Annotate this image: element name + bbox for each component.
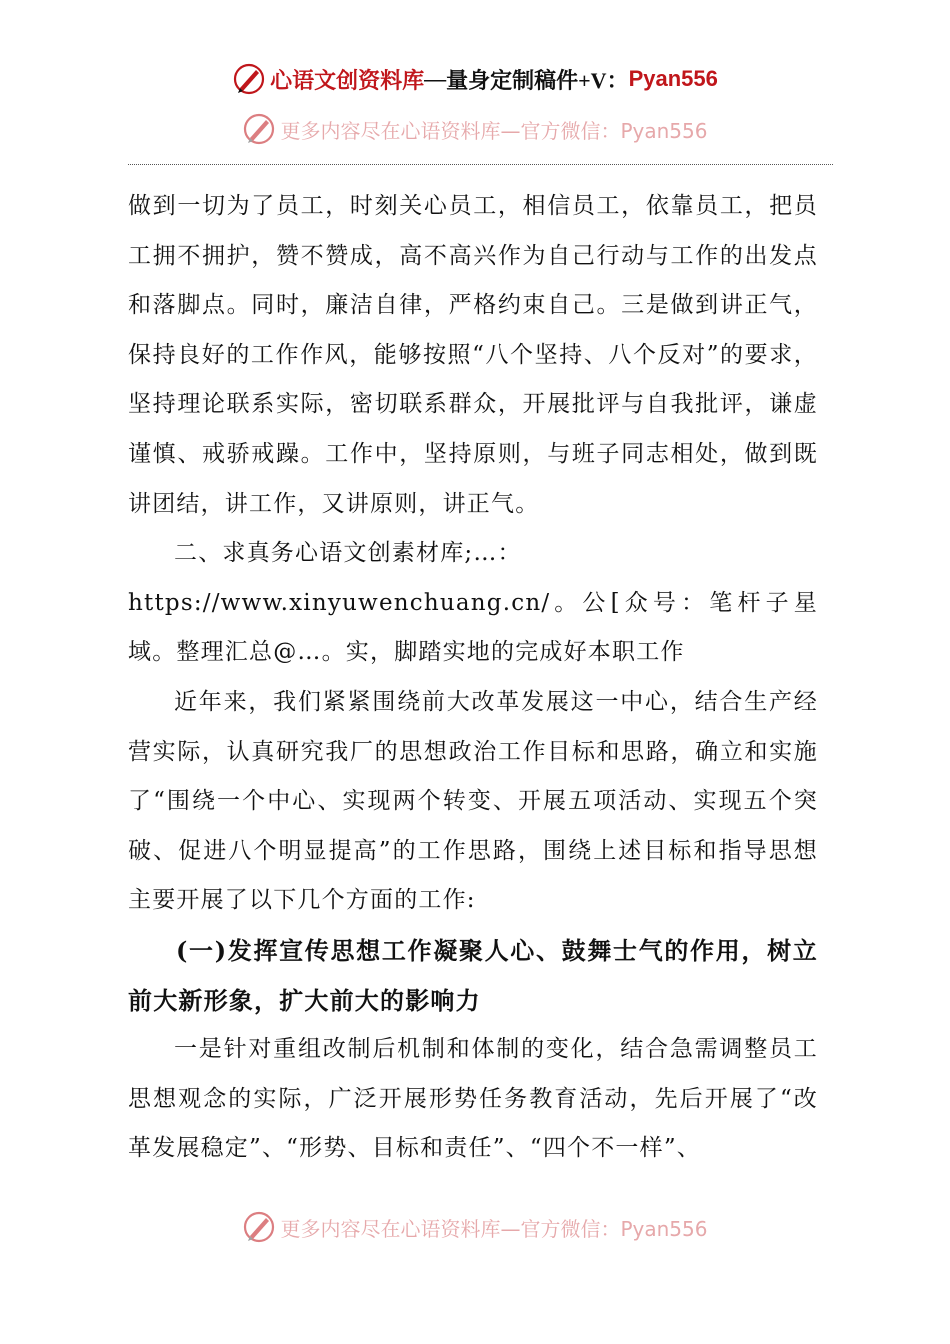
paragraph: 做到一切为了员工，时刻关心员工，相信员工，依靠员工，把员工拥不拥护，赞不赞成，高不高兴作为自己行动与工作的出发点和落脚点。同时，廉洁自律，严格约束自己。三是做到讲正气，保持良好的工作作风，能够按照“八个坚持、八个反对”的要求，坚持理论联系实际，密切联系群众，开展批评与自我批评，谦虚谨慎、戒骄戒躁。工作中，坚持原则，与班子同志相处，做到既讲团结，讲工作，又讲原则，讲正气。 (128, 193, 818, 517)
pen-logo-icon (242, 1210, 276, 1244)
header-contact-id: Pyan556 (628, 66, 718, 91)
header-divider (128, 164, 833, 165)
watermark-text: 更多内容尽在心语资料库—官方微信：Pyan556 (280, 118, 708, 143)
page-header (0, 62, 950, 96)
pen-logo-icon (242, 112, 276, 146)
header-contact-prefix: +V： (578, 67, 629, 93)
watermark-bottom (0, 1210, 950, 1244)
paragraph: https://www.xinyuwenchuang.cn/。公[众号：笔杆子星域。整理汇总@…。实，脚踏实地的完成好本职工作 (128, 589, 818, 666)
paragraph: 近年来，我们紧紧围绕前大改革发展这一中心，结合生产经营实际，认真研究我厂的思想政治工作目标和思路，确立和实施了“围绕一个中心、实现两个转变、开展五项活动、实现五个突破、促进八个明显提高”的工作思路，围绕上述目标和指导思想主要开展了以下几个方面的工作: (128, 688, 818, 914)
section-heading: 二、求真务心语文创素材库;…： (174, 540, 522, 567)
watermark-top (0, 112, 950, 146)
header-separator: — (424, 66, 447, 91)
document-body (128, 182, 818, 1174)
header-brand: 心语文创资料库 (270, 67, 425, 93)
paragraph: 一是针对重组改制后机制和体制的变化，结合急需调整员工思想观念的实际，广泛开展形势任务教育活动，先后开展了“改革发展稳定”、“形势、目标和责任”、“四个不一样”、 (128, 1036, 818, 1162)
subsection-heading: (一)发挥宣传思想工作凝聚人心、鼓舞士气的作用，树立前大新形象，扩大前大的影响力 (128, 935, 818, 1015)
watermark-text: 更多内容尽在心语资料库—官方微信：Pyan556 (280, 1216, 708, 1241)
header-slogan: 量身定制稿件 (446, 67, 579, 93)
pen-logo-icon (232, 62, 266, 96)
